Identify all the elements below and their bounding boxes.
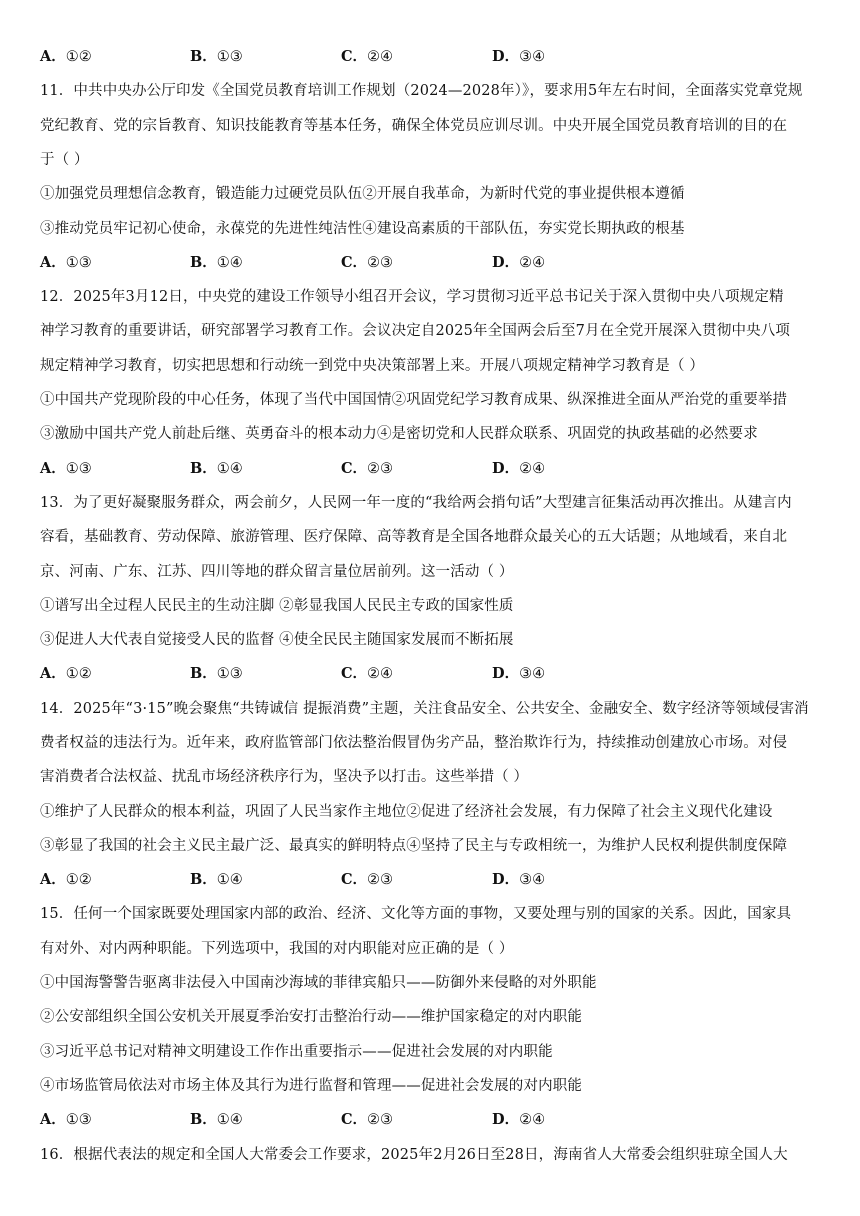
option-text: ③④ <box>519 49 546 65</box>
option-key: B． <box>190 1111 217 1128</box>
option-text: ①③ <box>216 49 243 65</box>
option-key: D． <box>492 254 520 271</box>
option-text: ②③ <box>367 1112 394 1128</box>
text-line: 党纪教育、党的宗旨教育、知识技能教育等基本任务，确保全体党员应训尽训。中央开展全国党员教育培训的目的在 <box>40 118 788 134</box>
text-line: 京、河南、广东、江苏、四川等地的群众留言量位居前列。这一活动（ ） <box>40 564 514 580</box>
option-text: ②④ <box>519 255 546 271</box>
text-line: 规定精神学习教育，切实把思想和行动统一到党中央决策部署上来。开展八项规定精神学习教育是（ ） <box>40 358 705 374</box>
answer-options <box>40 664 830 684</box>
answer-option <box>190 870 243 890</box>
text-line: ②公安部组织全国公安机关开展夏季治安打击整治行动——维护国家稳定的对内职能 <box>40 1009 583 1025</box>
option-text: ②④ <box>519 1112 546 1128</box>
option-key: D． <box>492 665 520 682</box>
option-key: B． <box>190 871 217 888</box>
option-key: D． <box>492 460 520 477</box>
option-key: A． <box>40 871 66 888</box>
option-key: D． <box>492 1111 520 1128</box>
option-text: ①③ <box>65 1112 92 1128</box>
option-key: A． <box>40 460 66 477</box>
text-line: ③促进人大代表自觉接受人民的监督 ④使全民民主随国家发展而不断拓展 <box>40 632 514 648</box>
option-text: ②③ <box>367 872 394 888</box>
option-text: ①④ <box>216 255 243 271</box>
option-key: D． <box>492 48 520 65</box>
option-key: A． <box>40 254 66 271</box>
text-line: ①谱写出全过程人民民主的生动注脚 ②彰显我国人民民主专政的国家性质 <box>40 598 514 614</box>
answer-option <box>40 664 92 684</box>
answer-option <box>341 47 393 67</box>
option-key: D． <box>492 871 520 888</box>
text-line: 费者权益的违法行为。近年来，政府监管部门依法整治假冒伪劣产品，整治欺诈行为，持续推动创建放心市场。对侵 <box>40 735 788 751</box>
option-key: C． <box>341 48 368 65</box>
text-line: 容看，基础教育、劳动保障、旅游管理、医疗保障、高等教育是全国各地群众最关心的五大话题；从地域看，来自北 <box>40 529 788 545</box>
option-text: ①② <box>65 872 92 888</box>
answer-options <box>40 459 830 479</box>
text-line: ①中国共产党现阶段的中心任务，体现了当代中国国情②巩固党纪学习教育成果、纵深推进全面从严治党的重要举措 <box>40 392 788 408</box>
answer-options <box>40 1110 830 1130</box>
option-key: C． <box>341 871 368 888</box>
option-text: ①④ <box>216 461 243 477</box>
option-text: ②④ <box>367 49 394 65</box>
answer-option <box>341 664 393 684</box>
answer-option <box>40 253 92 273</box>
text-line: 12．2025年3月12日，中央党的建设工作领导小组召开会议，学习贯彻习近平总书记关于深入贯彻中央八项规定精 <box>40 289 784 305</box>
answer-option <box>492 870 545 890</box>
option-text: ③④ <box>519 872 546 888</box>
text-line: 11．中共中央办公厅印发《全国党员教育培训工作规划（2024—2028年）》，要求用5年左右时间，全面落实党章党规 <box>40 83 803 99</box>
option-key: A． <box>40 665 66 682</box>
text-line: 13．为了更好凝聚服务群众，两会前夕，人民网一年一度的“我给两会捎句话”大型建言征集活动再次推出。从建言内 <box>40 495 792 511</box>
text-line: ③激励中国共产党人前赴后继、英勇奋斗的根本动力④是密切党和人民群众联系、巩固党的执政基础的必然要求 <box>40 426 758 442</box>
text-line: 于（ ） <box>40 152 89 168</box>
option-text: ②③ <box>367 255 394 271</box>
option-key: B． <box>190 254 217 271</box>
option-text: ①④ <box>216 872 243 888</box>
answer-option <box>341 1110 393 1130</box>
option-text: ①② <box>65 666 92 682</box>
answer-option <box>492 664 545 684</box>
answer-options <box>40 253 830 273</box>
option-key: A． <box>40 1111 66 1128</box>
text-line: 有对外、对内两种职能。下列选项中，我国的对内职能对应正确的是（ ） <box>40 941 514 957</box>
option-text: ①③ <box>65 461 92 477</box>
answer-option <box>341 253 393 273</box>
option-text: ③④ <box>519 666 546 682</box>
answer-option <box>190 664 243 684</box>
answer-option <box>492 47 545 67</box>
answer-option <box>341 459 393 479</box>
option-key: C． <box>341 254 368 271</box>
answer-option <box>40 870 92 890</box>
answer-options <box>40 870 830 890</box>
text-line: 16．根据代表法的规定和全国人大常委会工作要求，2025年2月26日至28日，海南省人大常委会组织驻琼全国人大 <box>40 1147 788 1163</box>
option-text: ①② <box>65 49 92 65</box>
option-key: B． <box>190 460 217 477</box>
option-text: ①③ <box>65 255 92 271</box>
option-key: B． <box>190 665 217 682</box>
option-text: ②③ <box>367 461 394 477</box>
answer-option <box>40 47 92 67</box>
option-key: B． <box>190 48 217 65</box>
answer-option <box>190 459 243 479</box>
text-line: ①维护了人民群众的根本利益，巩固了人民当家作主地位②促进了经济社会发展，有力保障了社会主义现代化建设 <box>40 804 773 820</box>
answer-option <box>40 459 92 479</box>
text-line: 15．任何一个国家既要处理国家内部的政治、经济、文化等方面的事物，又要处理与别的国家的关系。因此，国家具 <box>40 906 792 922</box>
option-text: ②④ <box>367 666 394 682</box>
text-line: 14．2025年“3·15”晚会聚焦“共铸诚信 提振消费”主题，关注食品安全、公共安全、金融安全、数字经济等领域侵害消 <box>40 701 809 717</box>
text-line: ④市场监管局依法对市场主体及其行为进行监督和管理——促进社会发展的对内职能 <box>40 1078 583 1094</box>
text-line: ③习近平总书记对精神文明建设工作作出重要指示——促进社会发展的对内职能 <box>40 1044 553 1060</box>
text-line: 神学习教育的重要讲话，研究部署学习教育工作。会议决定自2025年全国两会后至7月在全党开展深入贯彻中央八项 <box>40 323 791 339</box>
answer-option <box>190 253 243 273</box>
answer-option <box>492 1110 545 1130</box>
answer-option <box>341 870 393 890</box>
text-line: ③推动党员牢记初心使命，永葆党的先进性纯洁性④建设高素质的干部队伍，夯实党长期执政的根基 <box>40 221 685 237</box>
answer-options <box>40 47 830 67</box>
text-line: 害消费者合法权益、扰乱市场经济秩序行为，坚决予以打击。这些举措（ ） <box>40 769 529 785</box>
answer-option <box>190 47 243 67</box>
answer-option <box>40 1110 92 1130</box>
option-text: ②④ <box>519 461 546 477</box>
option-text: ①③ <box>216 666 243 682</box>
text-line: ①中国海警警告驱离非法侵入中国南沙海域的菲律宾船只——防御外来侵略的对外职能 <box>40 975 597 991</box>
answer-option <box>492 459 545 479</box>
text-line: ③彰显了我国的社会主义民主最广泛、最真实的鲜明特点④坚持了民主与专政相统一，为维护人民权利提供制度保障 <box>40 838 788 854</box>
option-key: C． <box>341 460 368 477</box>
answer-option <box>190 1110 243 1130</box>
answer-option <box>492 253 545 273</box>
text-line: ①加强党员理想信念教育，锻造能力过硬党员队伍②开展自我革命，为新时代党的事业提供根本遵循 <box>40 186 685 202</box>
option-key: C． <box>341 1111 368 1128</box>
option-key: A． <box>40 48 66 65</box>
option-text: ①④ <box>216 1112 243 1128</box>
option-key: C． <box>341 665 368 682</box>
